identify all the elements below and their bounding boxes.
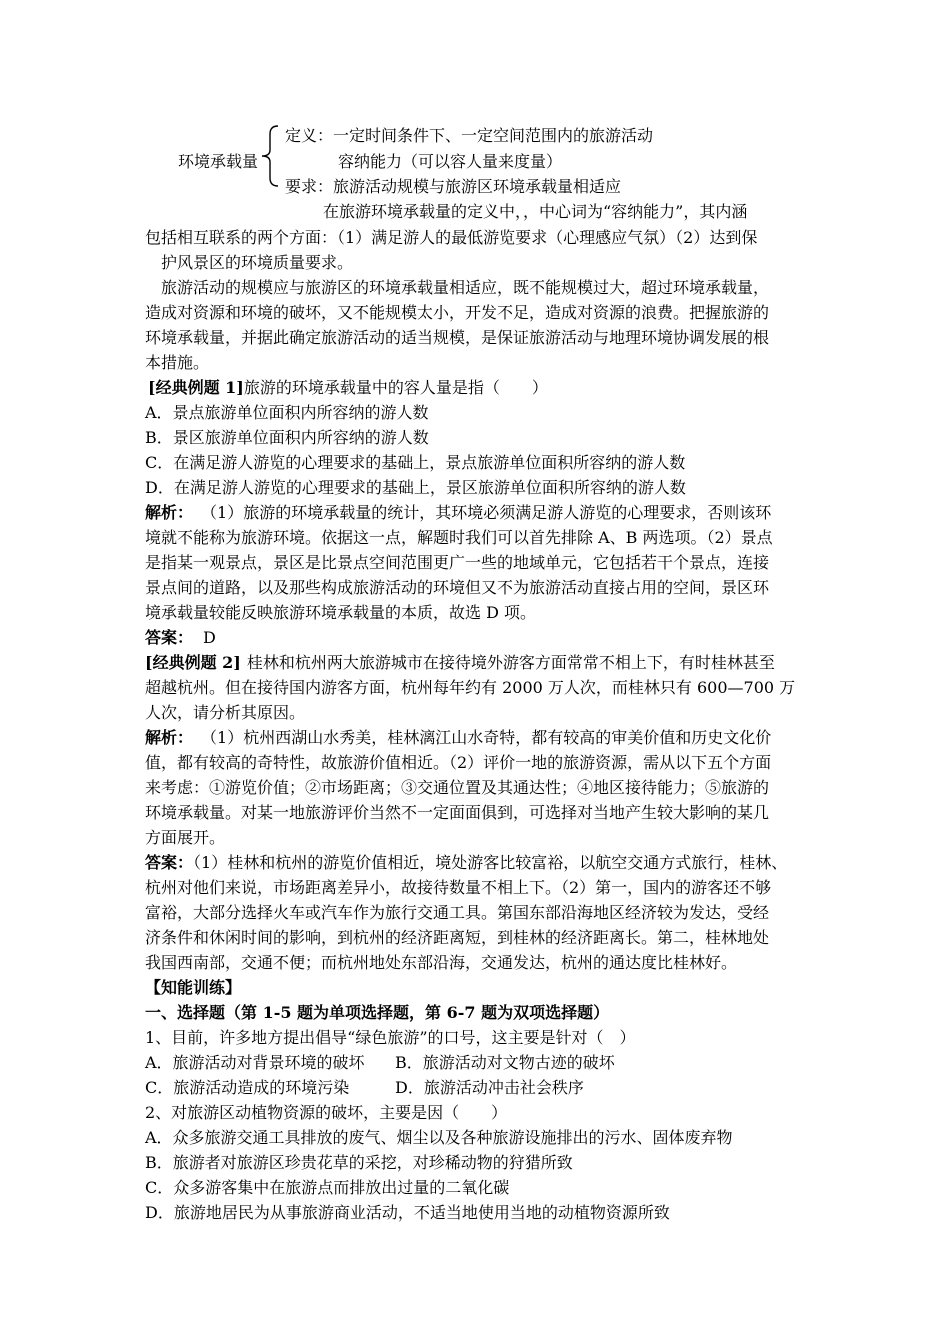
answer-line: 杭州对他们来说，市场距离差异小，故接待数量不相上下。（2）第一，国内的游客还不够 <box>145 878 772 897</box>
section-heading: 一、选择题（第 1-5 题为单项选择题，第 6-7 题为双项选择题） <box>145 1003 610 1022</box>
concept-requirement: 要求：旅游活动规模与旅游区环境承载量相适应 <box>285 177 622 196</box>
answer-label: 答案： <box>145 853 194 872</box>
option-b: B．景区旅游单位面积内所容纳的游人数 <box>145 428 429 447</box>
intro-line: 造成对资源和环境的破坏，又不能规模太小，开发不足，造成对资源的浪费。把握旅游的 <box>145 303 770 322</box>
answer-line: 富裕，大部分选择火车或汽车作为旅行交通工具。第国东部沿海地区经济较为发达，受经 <box>145 903 770 922</box>
intro-line: 环境承载量，并据此确定旅游活动的适当规模，是保证旅游活动与地理环境协调发展的根 <box>145 328 770 347</box>
example-question: 旅游的环境承载量中的容人量是指（ ） <box>243 378 548 397</box>
option-a: A．众多旅游交通工具排放的废气、烟尘以及各种旅游设施排出的污水、固体废弃物 <box>145 1128 733 1147</box>
option-c: C．旅游活动造成的环境污染 <box>145 1078 350 1097</box>
answer-line: 济条件和休闲时间的影响，到杭州的经济距离短，到桂林的经济距离长。第二，桂林地处 <box>145 928 770 947</box>
training-heading: 【知能训练】 <box>145 978 242 997</box>
analysis-line: 是指某一观景点，景区是比景点空间范围更广一些的地域单元，它包括若干个景点，连接 <box>145 553 770 572</box>
question-line: 超越杭州。但在接待国内游客方面，杭州每年约有 2000 万人次，而桂林只有 600—700 万 <box>145 678 796 697</box>
analysis-line: 来考虑：①游览价值；②市场距离；③交通位置及其通达性；④地区接待能力；⑤旅游的 <box>145 778 770 797</box>
example-tag: [经典例题 1] <box>148 378 244 397</box>
analysis-line: 解析： （1）杭州西湖山水秀美，桂林漓江山水奇特，都有较高的审美价值和历史文化价 <box>145 728 772 747</box>
concept-definition-cont: 容纳能力（可以容人量来度量） <box>338 152 563 171</box>
analysis-line: 值，都有较高的奇特性，故旅游价值相近。（2）评价一地的旅游资源，需从以下五个方面 <box>145 753 772 772</box>
analysis-line: 方面展开。 <box>145 828 226 847</box>
question-2-stem: 2、对旅游区动植物资源的破坏，主要是因（ ） <box>145 1103 508 1122</box>
analysis-line: 解析： （1）旅游的环境承载量的统计，其环境必须满足游人游览的心理要求，否则该环 <box>145 503 772 522</box>
option-d: D．旅游活动冲击社会秩序 <box>395 1078 584 1097</box>
option-b: B．旅游活动对文物古迹的破坏 <box>395 1053 615 1072</box>
answer-line: 答案：（1）桂林和杭州的游览价值相近，境处游客比较富裕，以航空交通方式旅行，桂林、 <box>145 853 788 872</box>
analysis-label: 解析： <box>145 503 194 522</box>
answer-line <box>145 626 216 650</box>
option-d: D．在满足游人游览的心理要求的基础上，景区旅游单位面积所容纳的游人数 <box>145 478 686 497</box>
option-a: A．旅游活动对背景环境的破坏 <box>145 1053 365 1072</box>
concept-definition: 定义：一定时间条件下、一定空间范围内的旅游活动 <box>285 126 654 145</box>
answer-label: 答案： <box>145 628 194 647</box>
option-c: C．众多游客集中在旅游点而排放出过量的二氧化碳 <box>145 1178 510 1197</box>
analysis-line: 境承载量较能反映旅游环境承载量的本质，故选 D 项。 <box>145 603 537 622</box>
analysis-line: 境就不能称为旅游环境。依据这一点，解题时我们可以首先排除 A、B 两选项。（2）景点 <box>145 528 773 547</box>
concept-label: 环境承载量 <box>178 152 259 171</box>
example-2-question: [经典例题 2] 桂林和杭州两大旅游城市在接待境外游客方面常常不相上下，有时桂林甚至 <box>145 653 775 672</box>
analysis-label: 解析： <box>145 728 194 747</box>
option-d: D．旅游地居民为从事旅游商业活动，不适当地使用当地的动植物资源所致 <box>145 1203 670 1222</box>
option-c: C．在满足游人游览的心理要求的基础上，景点旅游单位面积所容纳的游人数 <box>145 453 686 472</box>
option-a: A．景点旅游单位面积内所容纳的游人数 <box>145 403 429 422</box>
intro-line: 本措施。 <box>145 353 210 372</box>
example-tag: [经典例题 2] <box>145 653 241 672</box>
option-b: B．旅游者对旅游区珍贵花草的采挖，对珍稀动物的狩猎所致 <box>145 1153 573 1172</box>
intro-line: 旅游活动的规模应与旅游区的环境承载量相适应，既不能规模过大，超过环境承载量， <box>161 278 770 297</box>
intro-line: 在旅游环境承载量的定义中，，中心词为“容纳能力”，其内涵 <box>323 202 748 221</box>
brace-icon <box>258 124 282 188</box>
question-line: 人次，请分析其原因。 <box>145 703 306 722</box>
answer-line: 我国西南部，交通不便；而杭州地处东部沿海，交通发达，杭州的通达度比桂林好。 <box>145 953 738 972</box>
example-1-question <box>148 376 548 400</box>
intro-line: 护风景区的环境质量要求。 <box>161 253 354 272</box>
question-1-stem: 1、目前，许多地方提出倡导“绿色旅游”的口号，这主要是针对（ ） <box>145 1028 636 1047</box>
analysis-line: 景点间的道路，以及那些构成旅游活动的环境但又不为旅游活动直接占用的空间，景区环 <box>145 578 770 597</box>
analysis-line: 环境承载量。对某一地旅游评价当然不一定面面俱到，可选择对当地产生较大影响的某几 <box>145 803 770 822</box>
answer-value: D <box>203 628 216 647</box>
intro-line: 包括相互联系的两个方面：（1）满足游人的最低游览要求（心理感应气氛）（2）达到保 <box>145 228 758 247</box>
